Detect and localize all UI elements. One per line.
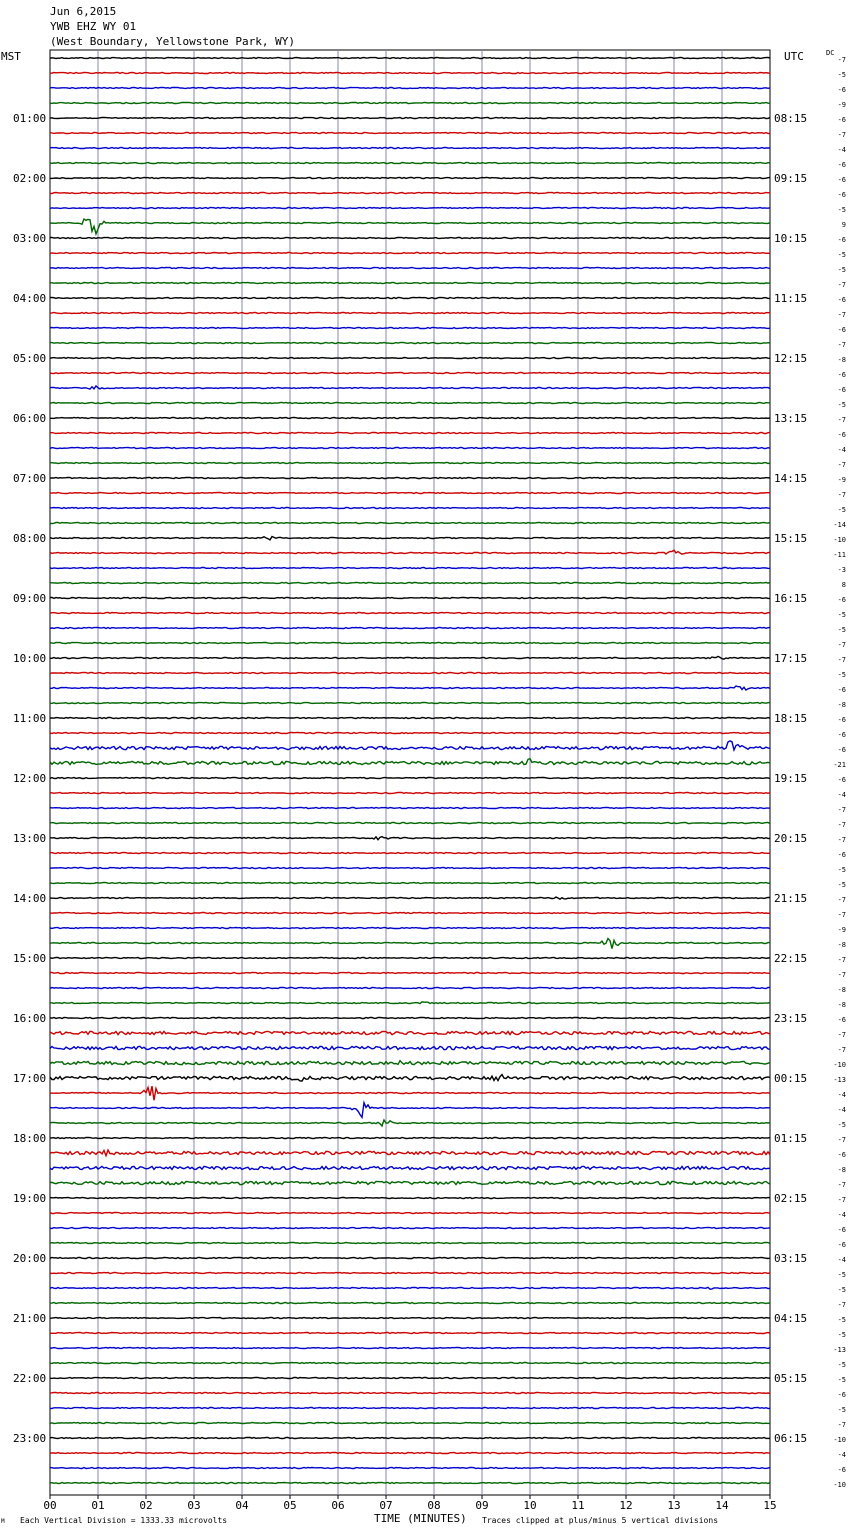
trace-66: [50, 1046, 770, 1049]
trace-55: [50, 883, 770, 884]
trace-58: [50, 928, 770, 929]
left-hour-label: 17:00: [13, 1072, 47, 1085]
trace-4: [50, 118, 770, 119]
trace-69: [50, 1086, 770, 1100]
dc-offset-label: -4: [837, 1091, 846, 1099]
dc-offset-label: -7: [837, 416, 846, 424]
trace-44: [50, 718, 770, 719]
dc-offset-label: -21: [833, 761, 846, 769]
x-tick-label: 15: [763, 1499, 777, 1512]
trace-79: [50, 1243, 770, 1244]
dc-offset-label: -5: [837, 1316, 846, 1324]
trace-3: [50, 103, 770, 104]
trace-61: [50, 973, 770, 974]
right-hour-label: 13:15: [774, 412, 808, 425]
trace-50: [50, 808, 770, 809]
dc-offset-header: DC: [826, 49, 835, 57]
dc-offset-label: -7: [837, 461, 846, 469]
trace-27: [50, 463, 770, 464]
left-hour-label: 15:00: [13, 952, 47, 965]
trace-5: [50, 133, 770, 134]
right-hour-label: 05:15: [774, 1372, 808, 1385]
dc-offset-label: -8: [837, 356, 846, 364]
dc-offset-label: -7: [837, 131, 846, 139]
station-code: YWB EHZ WY 01: [50, 20, 137, 33]
trace-92: [50, 1438, 770, 1439]
right-hour-label: 23:15: [774, 1012, 808, 1025]
trace-2: [50, 88, 770, 89]
trace-82: [50, 1287, 770, 1289]
trace-54: [50, 868, 770, 869]
dc-offset-label: -7: [837, 281, 846, 289]
right-hour-label: 08:15: [774, 112, 808, 125]
right-hour-label: 01:15: [774, 1132, 808, 1145]
dc-offset-label: -8: [837, 986, 846, 994]
dc-offset-label: -6: [837, 386, 846, 394]
trace-19: [50, 343, 770, 344]
dc-offset-label: -8: [837, 701, 846, 709]
left-hour-label: 20:00: [13, 1252, 47, 1265]
dc-offset-label: -6: [837, 1151, 846, 1159]
plot-date: Jun 6,2015: [50, 5, 117, 18]
trace-60: [50, 958, 770, 959]
trace-9: [50, 193, 770, 194]
dc-offset-label: -6: [837, 1391, 846, 1399]
dc-offset-label: -6: [837, 236, 846, 244]
left-hour-label: 08:00: [13, 532, 47, 545]
dc-offset-label: -5: [837, 881, 846, 889]
x-tick-label: 07: [379, 1499, 393, 1512]
dc-offset-label: -11: [833, 551, 846, 559]
trace-56: [50, 897, 770, 899]
trace-72: [50, 1138, 770, 1139]
trace-73: [50, 1150, 770, 1156]
left-hour-label: 09:00: [13, 592, 47, 605]
dc-offset-label: -5: [837, 1121, 846, 1129]
trace-7: [50, 163, 770, 164]
trace-28: [50, 478, 770, 479]
trace-13: [50, 253, 770, 254]
dc-offset-label: -7: [837, 1046, 846, 1054]
dc-offset-label: -3: [837, 566, 846, 574]
dc-offset-label: -7: [837, 311, 846, 319]
trace-59: [50, 939, 770, 949]
dc-offset-label: -6: [837, 851, 846, 859]
dc-offset-label: -7: [837, 821, 846, 829]
x-tick-label: 04: [235, 1499, 249, 1512]
trace-51: [50, 823, 770, 824]
dc-offset-label: -6: [837, 191, 846, 199]
trace-35: [50, 583, 770, 584]
dc-offset-label: -7: [837, 56, 846, 64]
trace-87: [50, 1363, 770, 1364]
left-hour-label: 11:00: [13, 712, 47, 725]
dc-offset-label: -6: [837, 776, 846, 784]
dc-offset-label: -6: [837, 596, 846, 604]
left-hour-label: 22:00: [13, 1372, 47, 1385]
trace-39: [50, 643, 770, 644]
dc-offset-label: -5: [837, 626, 846, 634]
trace-8: [50, 178, 770, 179]
right-hour-label: 06:15: [774, 1432, 808, 1445]
trace-49: [50, 793, 770, 794]
dc-offset-label: -6: [837, 1226, 846, 1234]
dc-offset-label: -4: [837, 146, 846, 154]
dc-offset-label: -5: [837, 1331, 846, 1339]
trace-48: [50, 778, 770, 779]
trace-74: [50, 1166, 770, 1169]
trace-15: [50, 283, 770, 284]
dc-offset-label: -5: [837, 866, 846, 874]
x-tick-label: 03: [187, 1499, 201, 1512]
x-tick-label: 08: [427, 1499, 441, 1512]
right-hour-label: 03:15: [774, 1252, 808, 1265]
trace-89: [50, 1393, 770, 1394]
dc-offset-label: -4: [837, 1106, 846, 1114]
dc-offset-label: -10: [833, 536, 846, 544]
dc-offset-label: -6: [837, 731, 846, 739]
dc-offset-label: -10: [833, 1061, 846, 1069]
left-hour-label: 13:00: [13, 832, 47, 845]
dc-offset-label: -7: [837, 896, 846, 904]
dc-offset-label: -4: [837, 1256, 846, 1264]
left-hour-label: 14:00: [13, 892, 47, 905]
dc-offset-label: -7: [837, 491, 846, 499]
right-hour-label: 02:15: [774, 1192, 808, 1205]
trace-95: [50, 1483, 770, 1484]
trace-22: [50, 386, 770, 389]
dc-offset-label: -5: [837, 251, 846, 259]
dc-offset-label: -8: [837, 1001, 846, 1009]
trace-17: [50, 313, 770, 314]
dc-offset-label: -4: [837, 446, 846, 454]
trace-83: [50, 1303, 770, 1304]
trace-63: [50, 1002, 770, 1004]
trace-1: [50, 73, 770, 74]
x-tick-label: 01: [91, 1499, 105, 1512]
trace-30: [50, 508, 770, 509]
trace-80: [50, 1258, 770, 1259]
dc-offset-label: -7: [837, 1181, 846, 1189]
trace-86: [50, 1348, 770, 1349]
right-hour-label: 10:15: [774, 232, 808, 245]
trace-0: [50, 58, 770, 59]
dc-offset-label: -7: [837, 341, 846, 349]
dc-offset-label: -9: [837, 476, 846, 484]
dc-offset-label: -5: [837, 1361, 846, 1369]
dc-offset-label: -5: [837, 671, 846, 679]
right-hour-label: 00:15: [774, 1072, 808, 1085]
dc-offset-label: -6: [837, 1016, 846, 1024]
left-timezone-label: MST: [1, 50, 21, 63]
right-hour-label: 09:15: [774, 172, 808, 185]
dc-offset-label: -10: [833, 1481, 846, 1489]
dc-offset-label: -4: [837, 791, 846, 799]
left-hour-label: 16:00: [13, 1012, 47, 1025]
trace-68: [50, 1075, 770, 1081]
trace-21: [50, 373, 770, 374]
trace-10: [50, 208, 770, 209]
trace-70: [50, 1103, 770, 1118]
trace-53: [50, 853, 770, 854]
dc-offset-label: -7: [837, 806, 846, 814]
dc-offset-label: -8: [837, 941, 846, 949]
left-hour-label: 06:00: [13, 412, 47, 425]
dc-offset-label: -7: [837, 641, 846, 649]
x-tick-label: 02: [139, 1499, 153, 1512]
trace-6: [50, 148, 770, 149]
x-tick-label: 06: [331, 1499, 345, 1512]
left-hour-label: 21:00: [13, 1312, 47, 1325]
trace-41: [50, 673, 770, 674]
trace-11: [50, 219, 770, 234]
corner-mark: M: [1, 1518, 5, 1525]
dc-offset-label: -6: [837, 161, 846, 169]
trace-91: [50, 1423, 770, 1424]
x-tick-label: 13: [667, 1499, 681, 1512]
dc-offset-label: -13: [833, 1076, 846, 1084]
x-axis-title: TIME (MINUTES): [374, 1512, 467, 1525]
dc-offset-label: -9: [837, 926, 846, 934]
dc-offset-label: -6: [837, 716, 846, 724]
trace-77: [50, 1213, 770, 1214]
dc-offset-label: -5: [837, 1286, 846, 1294]
dc-offset-label: -10: [833, 1436, 846, 1444]
station-location: (West Boundary, Yellowstone Park, WY): [50, 35, 296, 48]
right-hour-label: 16:15: [774, 592, 808, 605]
left-hour-label: 07:00: [13, 472, 47, 485]
dc-offset-label: -7: [837, 656, 846, 664]
trace-24: [50, 418, 770, 419]
trace-62: [50, 988, 770, 989]
x-tick-label: 05: [283, 1499, 297, 1512]
dc-offset-label: -5: [837, 1406, 846, 1414]
trace-81: [50, 1273, 770, 1274]
trace-57: [50, 913, 770, 914]
trace-40: [50, 656, 770, 659]
dc-offset-label: -5: [837, 206, 846, 214]
x-tick-label: 00: [43, 1499, 57, 1512]
dc-offset-label: -14: [833, 521, 846, 529]
left-hour-label: 18:00: [13, 1132, 47, 1145]
trace-88: [50, 1378, 770, 1379]
x-tick-label: 09: [475, 1499, 489, 1512]
right-hour-label: 12:15: [774, 352, 808, 365]
x-tick-label: 10: [523, 1499, 537, 1512]
right-hour-label: 21:15: [774, 892, 808, 905]
dc-offset-label: -7: [837, 1421, 846, 1429]
dc-offset-label: -5: [837, 401, 846, 409]
trace-33: [50, 550, 770, 554]
dc-offset-label: -7: [837, 836, 846, 844]
dc-offset-label: -4: [837, 1211, 846, 1219]
left-hour-label: 05:00: [13, 352, 47, 365]
dc-offset-label: -6: [837, 371, 846, 379]
trace-43: [50, 703, 770, 704]
right-hour-label: 19:15: [774, 772, 808, 785]
trace-67: [50, 1061, 770, 1065]
dc-offset-label: -7: [837, 956, 846, 964]
right-hour-label: 14:15: [774, 472, 808, 485]
dc-offset-label: -7: [837, 1301, 846, 1309]
x-tick-label: 14: [715, 1499, 729, 1512]
vertical-scale-note: Each Vertical Division = 1333.33 microvolts: [20, 1516, 228, 1525]
left-hour-label: 10:00: [13, 652, 47, 665]
trace-20: [50, 358, 770, 359]
dc-offset-label: -8: [837, 1166, 846, 1174]
trace-84: [50, 1318, 770, 1319]
trace-36: [50, 598, 770, 599]
trace-45: [50, 733, 770, 734]
trace-31: [50, 523, 770, 524]
trace-71: [50, 1120, 770, 1126]
dc-offset-label: -6: [837, 1241, 846, 1249]
trace-42: [50, 686, 770, 690]
trace-64: [50, 1018, 770, 1019]
dc-offset-label: -4: [837, 1451, 846, 1459]
trace-93: [50, 1453, 770, 1454]
trace-85: [50, 1333, 770, 1334]
trace-78: [50, 1228, 770, 1229]
trace-16: [50, 298, 770, 299]
right-hour-label: 17:15: [774, 652, 808, 665]
right-hour-label: 22:15: [774, 952, 808, 965]
dc-offset-label: -6: [837, 1466, 846, 1474]
trace-29: [50, 493, 770, 494]
trace-75: [50, 1181, 770, 1184]
right-hour-label: 04:15: [774, 1312, 808, 1325]
dc-offset-label: -7: [837, 1136, 846, 1144]
dc-offset-label: -7: [837, 1031, 846, 1039]
left-hour-label: 03:00: [13, 232, 47, 245]
dc-offset-label: -6: [837, 116, 846, 124]
trace-90: [50, 1408, 770, 1409]
trace-47: [50, 759, 770, 765]
dc-offset-label: -6: [837, 296, 846, 304]
dc-offset-label: -6: [837, 176, 846, 184]
right-timezone-label: UTC: [784, 50, 804, 63]
dc-offset-label: -5: [837, 1376, 846, 1384]
clipping-note: Traces clipped at plus/minus 5 vertical divisions: [482, 1516, 719, 1525]
left-hour-label: 23:00: [13, 1432, 47, 1445]
trace-65: [50, 1031, 770, 1034]
trace-34: [50, 568, 770, 569]
trace-94: [50, 1468, 770, 1469]
dc-offset-label: 8: [841, 581, 846, 589]
plot-frame: [50, 50, 770, 1495]
trace-32: [50, 537, 770, 540]
right-hour-label: 20:15: [774, 832, 808, 845]
dc-offset-label: -5: [837, 71, 846, 79]
trace-38: [50, 628, 770, 629]
left-hour-label: 02:00: [13, 172, 47, 185]
dc-offset-label: -6: [837, 746, 846, 754]
dc-offset-label: -7: [837, 911, 846, 919]
left-hour-label: 04:00: [13, 292, 47, 305]
trace-26: [50, 448, 770, 449]
right-hour-label: 11:15: [774, 292, 808, 305]
trace-37: [50, 613, 770, 614]
dc-offset-label: 9: [841, 221, 846, 229]
dc-offset-label: -7: [837, 1196, 846, 1204]
right-hour-label: 18:15: [774, 712, 808, 725]
dc-offset-label: -5: [837, 611, 846, 619]
right-hour-label: 15:15: [774, 532, 808, 545]
dc-offset-label: -13: [833, 1346, 846, 1354]
dc-offset-label: -6: [837, 686, 846, 694]
dc-offset-label: -9: [837, 101, 846, 109]
trace-25: [50, 433, 770, 434]
dc-offset-label: -5: [837, 506, 846, 514]
trace-23: [50, 403, 770, 404]
dc-offset-label: -6: [837, 86, 846, 94]
x-tick-label: 11: [571, 1499, 585, 1512]
dc-offset-label: -6: [837, 431, 846, 439]
trace-14: [50, 268, 770, 269]
dc-offset-label: -7: [837, 971, 846, 979]
left-hour-label: 01:00: [13, 112, 47, 125]
left-hour-label: 19:00: [13, 1192, 47, 1205]
trace-12: [50, 238, 770, 239]
dc-offset-label: -6: [837, 326, 846, 334]
x-tick-label: 12: [619, 1499, 633, 1512]
trace-52: [50, 837, 770, 840]
trace-76: [50, 1198, 770, 1199]
dc-offset-label: -5: [837, 1271, 846, 1279]
trace-18: [50, 328, 770, 329]
left-hour-label: 12:00: [13, 772, 47, 785]
dc-offset-label: -5: [837, 266, 846, 274]
trace-46: [50, 741, 770, 750]
